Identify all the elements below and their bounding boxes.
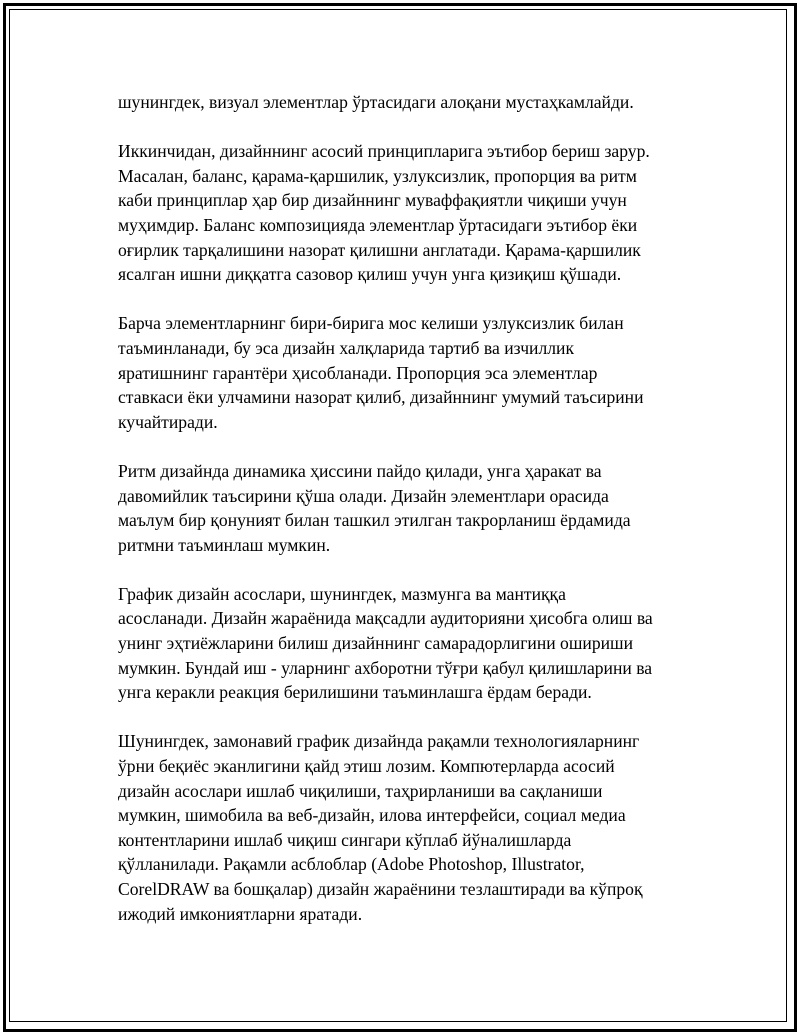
paragraph-1: шунингдек, визуал элементлар ўртасидаги алоқани мустаҳкамлайди. <box>118 92 634 112</box>
paragraph-5: График дизайн асослари, шунингдек, мазмунга ва мантиққа асосланади. Дизайн жараёнида мақсадли аудиторияни ҳисобга олиш ва унинг эҳтиёжларини билиш дизайннинг самарадорлигини ошириши мумкин. Бундай иш - уларнинг ахборотни тўғри қабул қилишларини ва унга керакли реакция берилишини таъминлашга ёрдам беради. <box>118 583 653 703</box>
paragraph-6: Шунингдек, замонавий график дизайнда рақамли технологияларнинг ўрни беқиёс эканлигини қайд этиш лозим. Компютерларда асосий дизайн асослари ишлаб чиқилиши, таҳрирланиши ва сақланиши мумкин, шимобила ва веб-дизайн, илова интерфейси, социал медиа контентларини ишлаб чиқиш сингари кўплаб йўналишларда қўлланилади. Рақамли асблоблар (Adobe Photoshop, Illustrator, CorelDRAW ва бошқалар) дизайн жараёнини тезлаштиради ва кўпроқ ижодий имкониятларни яратади. <box>118 731 643 924</box>
document-body <box>118 90 698 951</box>
paragraph-3: Барча элементларнинг бири-бирига мос келиши узлуксизлик билан таъминланади, бу эса дизайн халқларида тартиб ва изчиллик яратишнинг гарантёри ҳисобланади. Пропорция эса элементлар ставкаси ёки улчамини назорат қилиб, дизайннинг умумий таъсирини кучайтиради. <box>118 313 644 432</box>
paragraph-4: Ритм дизайнда динамика ҳиссини пайдо қилади, унга ҳаракат ва давомийлик таъсирини қўша олади. Дизайн элементлари орасида маълум бир қонуният билан ташкил этилган такрорланиш ёрдамида ритмни таъминлаш мумкин. <box>118 460 631 555</box>
paragraph-2: Иккинчидан, дизайннинг асосий принципларига эътибор бериш зарур. Масалан, баланс, қарама-қаршилик, узлуксизлик, пропорция ва ритм каби принциплар ҳар бир дизайннинг муваффақиятли чиқиши учун муҳимдир. Баланс композицияда элементлар ўртасидаги эътибор ёки оғирлик тарқалишини назорат қилишни англатади. Қарама-қаршилик ясалган ишни диққатга сазовор қилиш учун унга қизиқиш қўшади. <box>118 141 650 285</box>
